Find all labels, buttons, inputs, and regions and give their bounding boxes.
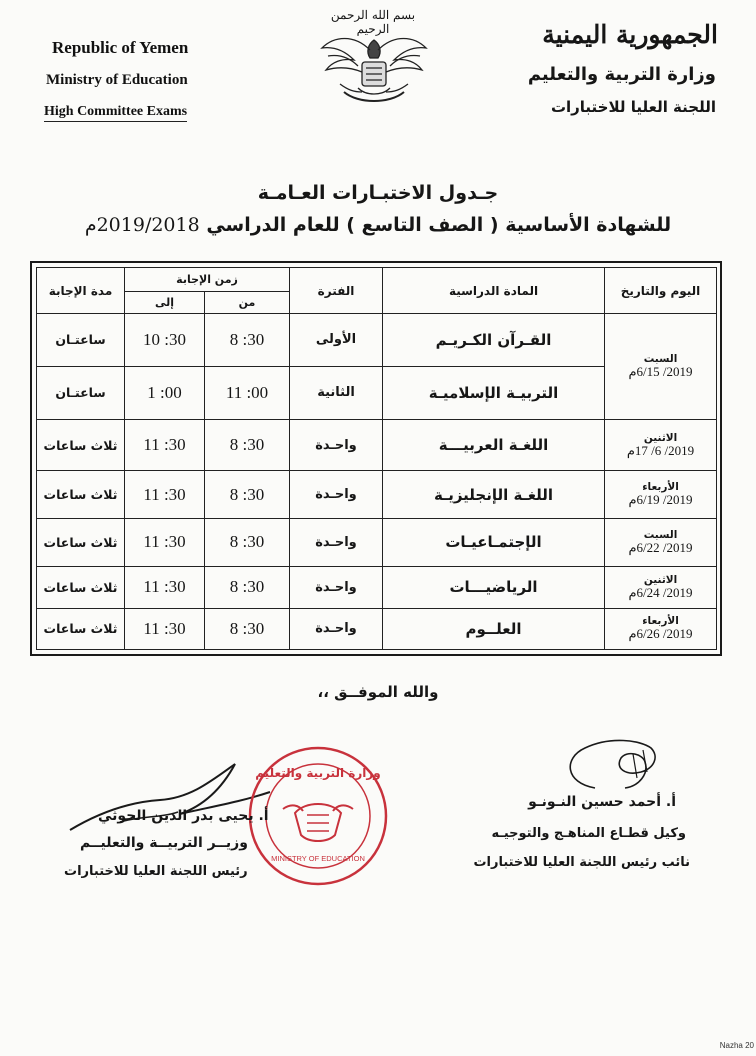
start-time-cell: 8 :30 bbox=[205, 419, 290, 471]
start-time-cell: 8 :30 bbox=[205, 314, 290, 367]
end-time-cell: 11 :30 bbox=[125, 566, 205, 608]
end-time-cell: 10 :30 bbox=[125, 314, 205, 367]
start-time-cell: 8 :30 bbox=[205, 566, 290, 608]
period-cell: واحـدة bbox=[290, 608, 383, 649]
en-country-name: Republic of Yemen bbox=[52, 38, 189, 57]
start-time-cell: 8 :30 bbox=[205, 608, 290, 649]
day-date-cell bbox=[605, 608, 717, 649]
day-date-cell bbox=[605, 314, 717, 420]
document-subtitle bbox=[0, 214, 756, 236]
header-subject: المادة الدراسية bbox=[383, 268, 605, 314]
subject-cell: التربيـة الإسلاميـة bbox=[383, 366, 605, 419]
period-cell: واحـدة bbox=[290, 566, 383, 608]
document-title: جـدول الاختبـارات العـامـة bbox=[257, 182, 499, 204]
period-cell: واحـدة bbox=[290, 471, 383, 519]
table-row bbox=[37, 471, 717, 519]
table-row bbox=[37, 608, 717, 649]
subject-cell: العلــوم bbox=[383, 608, 605, 649]
subject-cell: القـرآن الكـريـم bbox=[383, 314, 605, 367]
exam-date: 2019/ 6/15م bbox=[628, 363, 693, 379]
day-name: الاثنين bbox=[643, 573, 678, 586]
period-cell: واحـدة bbox=[290, 419, 383, 471]
minister-name: أ. يحيى بدر الدين الحوثي bbox=[98, 808, 269, 824]
schedule-table-frame bbox=[30, 261, 722, 656]
table-row bbox=[37, 419, 717, 471]
closing-phrase: والله الموفــق ،، bbox=[317, 683, 439, 701]
day-name: الأربعاء bbox=[642, 615, 679, 628]
table-row bbox=[37, 518, 717, 566]
duration-cell: ثلاث ساعات bbox=[37, 419, 125, 471]
start-time-cell: 8 :30 bbox=[205, 471, 290, 519]
deputy-committee-role: نائب رئيس اللجنة العليا للاختبارات bbox=[473, 855, 690, 870]
end-time-cell: 1 :00 bbox=[125, 366, 205, 419]
subject-cell: الرياضيـــات bbox=[383, 566, 605, 608]
day-date-cell bbox=[605, 518, 717, 566]
exam-date: 2019/ 6/24م bbox=[628, 584, 693, 600]
basmala: بسم الله الرحمن الرحيم bbox=[330, 8, 416, 36]
period-cell: الثانية bbox=[290, 366, 383, 419]
subject-cell: الإجتمـاعيـات bbox=[383, 518, 605, 566]
day-name: الاثنين bbox=[643, 431, 678, 444]
day-name: السبت bbox=[643, 352, 678, 365]
deputy-signature bbox=[555, 728, 665, 798]
deputy-name: أ. أحمد حسين النـونـو bbox=[528, 794, 676, 810]
academic-year: 2019/2018م bbox=[84, 214, 200, 236]
start-time-cell: 8 :30 bbox=[205, 518, 290, 566]
duration-cell: ساعتـان bbox=[37, 314, 125, 367]
seal-english-text: MINISTRY OF EDUCATION bbox=[271, 854, 365, 863]
ar-committee-name: اللجنة العليا للاختبارات bbox=[550, 98, 716, 116]
table-row bbox=[37, 566, 717, 608]
day-date-cell bbox=[605, 566, 717, 608]
table-row bbox=[37, 314, 717, 367]
duration-cell: ثلاث ساعات bbox=[37, 518, 125, 566]
exam-schedule-table bbox=[36, 267, 717, 650]
header-duration: مدة الإجابة bbox=[37, 268, 125, 314]
day-name: السبت bbox=[643, 528, 678, 541]
duration-cell: ثلاث ساعات bbox=[37, 566, 125, 608]
header-day-date: اليوم والتاريخ bbox=[605, 268, 717, 314]
subtitle-text: للشهادة الأساسية ( الصف التاسع ) للعام الدراسي bbox=[206, 214, 672, 236]
day-name: الأربعاء bbox=[642, 481, 679, 494]
ar-ministry-name: وزارة التربية والتعليم bbox=[527, 64, 716, 85]
start-time-cell: 11 :00 bbox=[205, 366, 290, 419]
schedule-body bbox=[37, 314, 717, 650]
header-from: من bbox=[205, 292, 290, 314]
deputy-title: وكيل قطـاع المناهـج والتوجيـه bbox=[491, 826, 686, 841]
exam-date: 2019/ 6/ 17م bbox=[626, 442, 695, 458]
exam-date: 2019/ 6/22م bbox=[628, 539, 693, 555]
en-committee-name: High Committee Exams bbox=[44, 104, 187, 122]
exam-date: 2019/ 6/26م bbox=[628, 626, 693, 642]
period-cell: واحـدة bbox=[290, 518, 383, 566]
yemen-eagle-emblem-icon bbox=[318, 26, 430, 110]
end-time-cell: 11 :30 bbox=[125, 608, 205, 649]
exam-date: 2019/ 6/19م bbox=[628, 492, 693, 508]
header-to: إلى bbox=[125, 292, 205, 314]
end-time-cell: 11 :30 bbox=[125, 419, 205, 471]
footer-watermark: Nazha 20 bbox=[719, 1041, 754, 1050]
subject-cell: اللغـة الإنجليزيـة bbox=[383, 471, 605, 519]
header-answer-time: زمن الإجابة bbox=[125, 268, 290, 292]
header-period: الفترة bbox=[290, 268, 383, 314]
en-ministry-name: Ministry of Education bbox=[46, 72, 188, 88]
duration-cell: ثلاث ساعات bbox=[37, 608, 125, 649]
seal-arabic-text: وزارة التربية والتعليم bbox=[255, 766, 381, 780]
minister-title: وزيــر التربيــة والتعليــم bbox=[80, 835, 248, 851]
day-date-cell bbox=[605, 419, 717, 471]
duration-cell: ثلاث ساعات bbox=[37, 471, 125, 519]
ar-country-name: الجمهورية اليمنية bbox=[542, 20, 718, 49]
period-cell: الأولى bbox=[290, 314, 383, 367]
end-time-cell: 11 :30 bbox=[125, 471, 205, 519]
end-time-cell: 11 :30 bbox=[125, 518, 205, 566]
subject-cell: اللغـة العربيـــة bbox=[383, 419, 605, 471]
duration-cell: ساعتـان bbox=[37, 366, 125, 419]
day-date-cell bbox=[605, 471, 717, 519]
minister-committee-role: رئيس اللجنة العليا للاختبارات bbox=[64, 864, 248, 879]
